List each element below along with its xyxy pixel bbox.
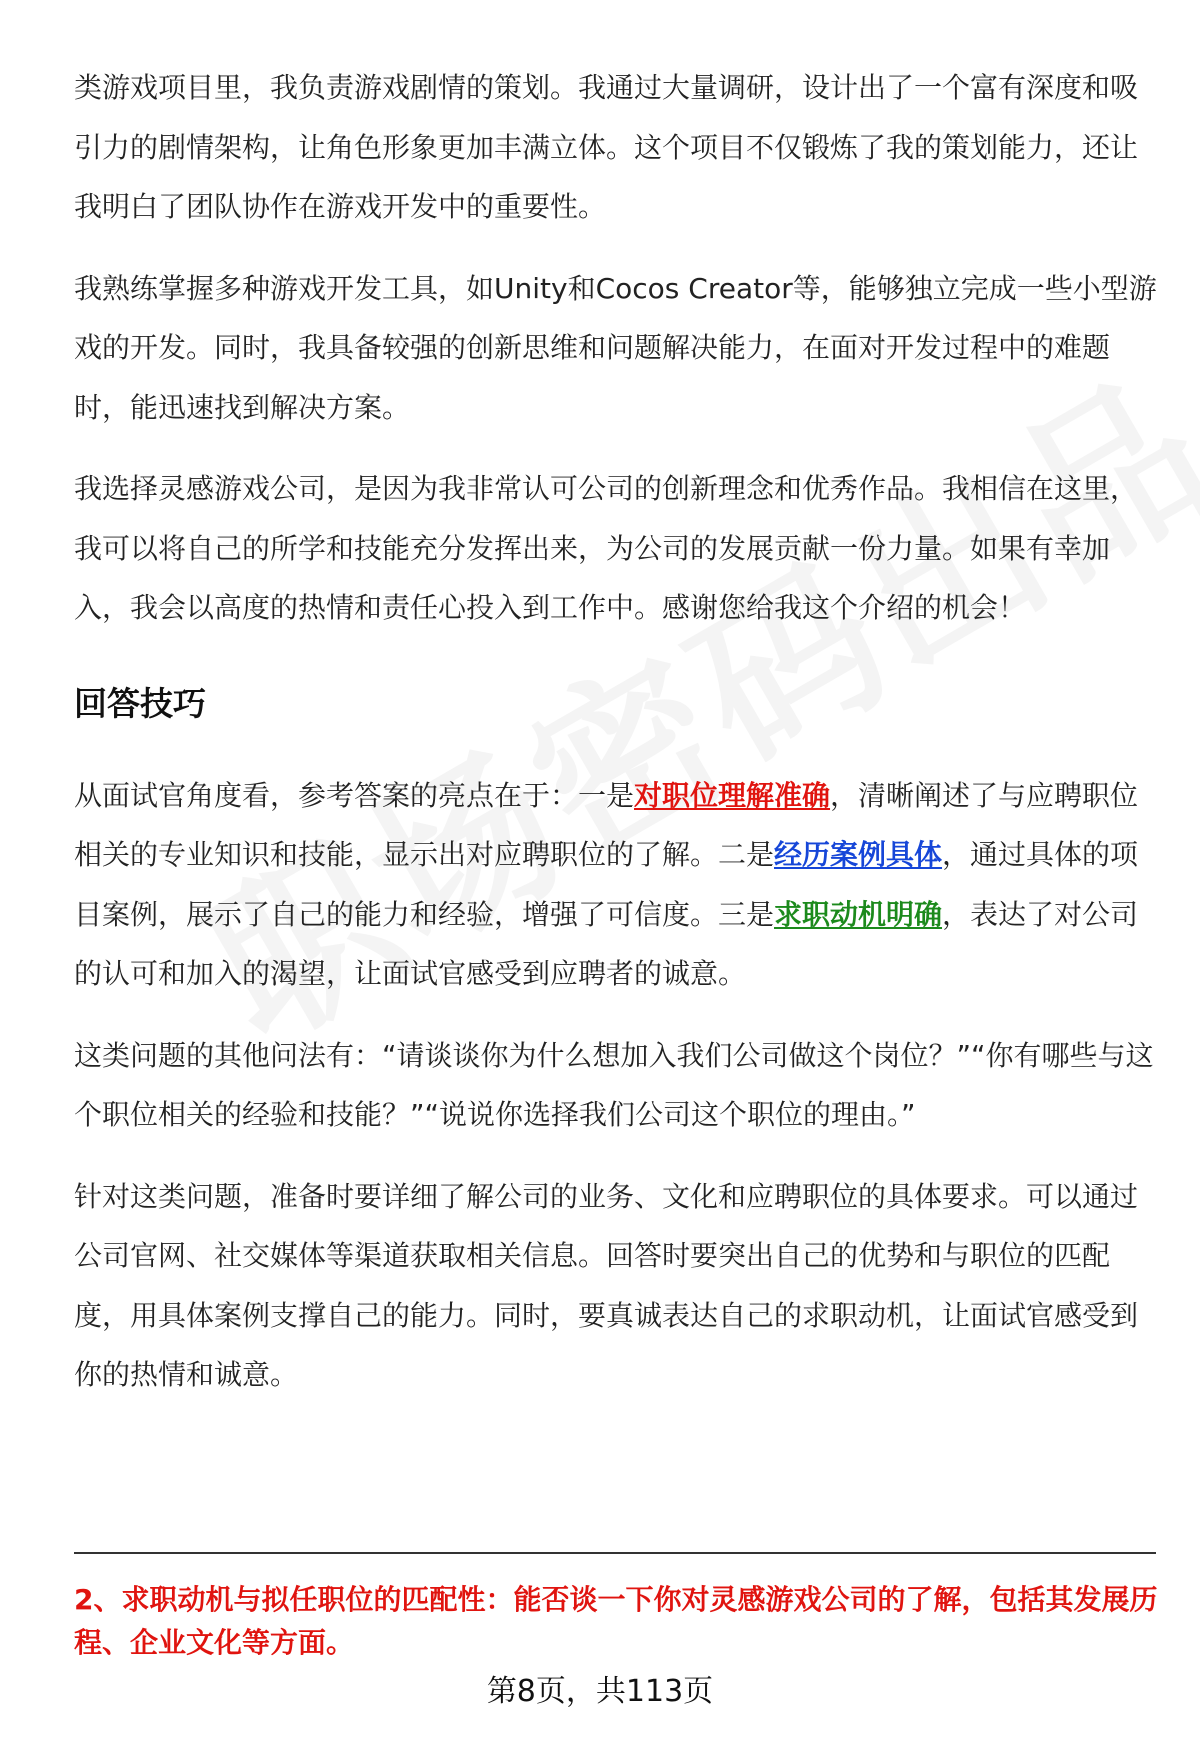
highlight-job-understanding: 对职位理解准确 xyxy=(634,778,831,812)
advice-paragraph: 针对这类问题，准备时要详细了解公司的业务、文化和应聘职位的具体要求。可以通过公司官网、社交媒体等渠道获取相关信息。回答时要突出自己的优势和与职位的匹配度，用具体案例支撑自己的能力。同时，要真诚表达自己的求职动机，让面试官感受到你的热情和诚意。 xyxy=(74,1179,1139,1391)
highlight-concrete-cases: 经历案例具体 xyxy=(774,838,943,871)
page-number: 第8页，共113页 xyxy=(486,1674,714,1709)
answer-paragraph-skills: 我熟练掌握多种游戏开发工具，如Unity和Cocos Creator等，能够独立完成一些小型游戏的开发。同时，我具备较强的创新思维和问题解决能力，在面对开发过程中的难题时，能迅速找到解决方案。 xyxy=(74,271,1157,424)
tips-text-1: ，清晰阐述了与应聘职位相关的专业知识和技能，显示出对应聘职位的了解。二是 xyxy=(74,778,1139,871)
highlight-clear-motivation: 求职动机明确 xyxy=(774,897,943,931)
answer-paragraph-project: 类游戏项目里，我负责游戏剧情的策划。我通过大量调研，设计出了一个富有深度和吸引力的剧情架构，让角色形象更加丰满立体。这个项目不仅锻炼了我的策划能力，还让我明白了团队协作在游戏开发中的重要性。 xyxy=(74,71,1139,223)
tips-intro-text: 从面试官角度看，参考答案的亮点在于：一是 xyxy=(74,778,635,812)
document-page xyxy=(74,58,1164,1427)
tips-paragraph xyxy=(74,766,1164,1004)
section-title: 回答技巧 xyxy=(74,683,206,723)
answer-paragraph-motivation: 我选择灵感游戏公司，是因为我非常认可公司的创新理念和优秀作品。我相信在这里，我可以将自己的所学和技能充分发挥出来，为公司的发展贡献一份力量。如果有幸加入，我会以高度的热情和责任心投入到工作中。感谢您给我这个介绍的机会！ xyxy=(74,472,1139,624)
tips-text-3: ，表达了对公司的认可和加入的渴望，让面试官感受到应聘者的诚意。 xyxy=(74,897,1139,990)
section-divider xyxy=(74,1552,1156,1554)
other-questions-paragraph: 这类问题的其他问法有：“请谈谈你为什么想加入我们公司做这个岗位？”“你有哪些与这个职位相关的经验和技能？”“说说你选择我们公司这个职位的理由。” xyxy=(74,1038,1154,1131)
next-question: 2、求职动机与拟任职位的匹配性：能否谈一下你对灵感游戏公司的了解，包括其发展历程、企业文化等方面。 xyxy=(74,1583,1158,1659)
tips-text-2: ，通过具体的项目案例，展示了自己的能力和经验，增强了可信度。三是 xyxy=(74,838,1139,931)
